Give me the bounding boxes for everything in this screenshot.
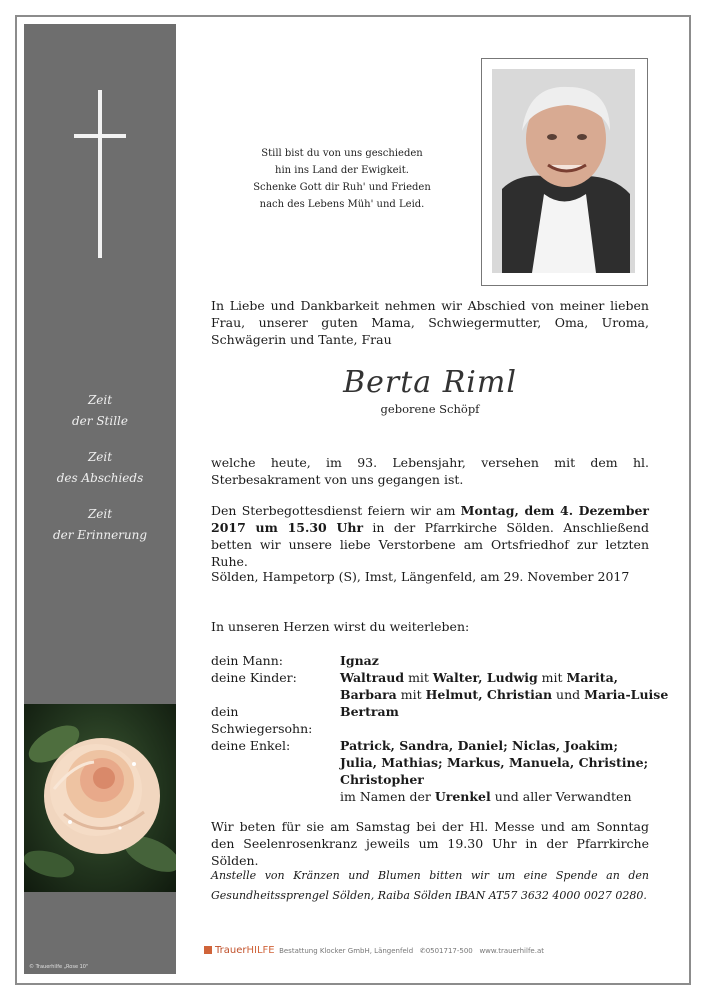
cross-icon-bar xyxy=(74,134,126,138)
funeral-date: Montag, dem 4. Dezember 2017 um 15.30 Uhr xyxy=(211,503,649,535)
family-row xyxy=(211,686,668,703)
zeit-line: der Stille xyxy=(72,414,128,428)
relation-names xyxy=(340,703,668,737)
connector: mit xyxy=(396,687,426,702)
zeit-abschieds xyxy=(24,447,176,489)
relation-label: dein Schwiegersohn: xyxy=(211,704,313,736)
poem-line: Schenke Gott dir Ruh' und Frieden xyxy=(253,182,431,193)
relation-label xyxy=(211,686,340,703)
zeit-line: der Erinnerung xyxy=(52,528,148,542)
poem-line: hin ins Land der Ewigkeit. xyxy=(275,165,409,176)
family-row xyxy=(211,754,668,771)
name-bold: Patrick, Sandra, Daniel; Niclas, Joakim; xyxy=(340,738,619,753)
relation-names xyxy=(340,771,668,788)
zeit-stille xyxy=(24,390,176,432)
family-row xyxy=(211,788,668,805)
connector: und xyxy=(552,687,585,702)
name-bold: Barbara xyxy=(340,687,397,702)
maiden-name: geborene Schöpf xyxy=(380,402,480,416)
footer xyxy=(204,945,544,956)
name-bold: Marita, xyxy=(566,670,619,685)
relation-label xyxy=(211,788,340,805)
poem-line: Still bist du von uns geschieden xyxy=(261,148,423,159)
relation-names xyxy=(340,669,668,686)
funeral-text xyxy=(211,502,649,570)
family-row xyxy=(211,703,668,737)
portrait-icon xyxy=(492,69,635,273)
website-link[interactable]: www.trauerhilfe.at xyxy=(479,947,544,955)
portrait-frame xyxy=(481,58,648,286)
name-bold: Walter, Ludwig xyxy=(432,670,538,685)
name-bold: Helmut, Christian xyxy=(425,687,553,702)
poem-line: nach des Lebens Müh' und Leid. xyxy=(259,199,425,210)
death-text: welche heute, im 93. Lebensjahr, versehen mit dem hl. Sterbesakrament von uns gegangen ist. xyxy=(211,455,649,487)
name-bold: Ignaz xyxy=(340,653,379,668)
relation-label xyxy=(211,771,340,788)
heart-line: In unseren Herzen wirst du weiterleben: xyxy=(211,619,470,634)
zeit-line: Zeit xyxy=(87,450,113,464)
intro-text: In Liebe und Dankbarkeit nehmen wir Abschied von meiner lieben Frau, unserer guten Mama, Schwiegermutter, Oma, Uroma, Schwägerin und Tante, Frau xyxy=(211,298,649,347)
family-row xyxy=(211,669,668,686)
zeit-line: Zeit xyxy=(87,393,113,407)
zeit-line: des Abschieds xyxy=(56,471,144,485)
family-table xyxy=(211,652,668,805)
relation-label: deine Kinder: xyxy=(211,670,297,685)
portrait-photo xyxy=(492,69,635,273)
trauerhilfe-logo-icon xyxy=(204,946,212,954)
relation-names xyxy=(340,652,668,669)
relation-names xyxy=(340,686,668,703)
cross-icon xyxy=(98,90,102,258)
copyright: © Trauerhilfe „Rose 10" xyxy=(29,964,89,970)
connector: und aller Verwandten xyxy=(490,789,632,804)
brand-name: Trauer xyxy=(215,945,247,956)
relation-names xyxy=(340,754,668,771)
zeit-line: Zeit xyxy=(87,507,113,521)
connector: mit xyxy=(537,670,567,685)
connector: mit xyxy=(404,670,433,685)
relation-names xyxy=(340,737,668,754)
relation-label: deine Enkel: xyxy=(211,738,291,753)
donation-text: Anstelle von Kränzen und Blumen bitten wir um eine Spende an den Gesundheitssprengel Sölden, Raiba Sölden IBAN AT57 3632 4000 0027 0280. xyxy=(211,869,649,902)
rose-image xyxy=(24,704,176,892)
brand-name-suffix: HILFE xyxy=(246,945,275,956)
zeit-erinnerung xyxy=(24,504,176,546)
name-bold: Urenkel xyxy=(434,789,491,804)
relation-names xyxy=(340,788,668,805)
funeral-pre: Den Sterbegottesdienst feiern wir am xyxy=(211,503,461,518)
company-name: Bestattung Klocker GmbH, Längenfeld xyxy=(279,947,414,955)
poem xyxy=(232,145,452,213)
relation-label: dein Mann: xyxy=(211,653,283,668)
sidebar xyxy=(24,24,176,974)
name-bold: Waltraud xyxy=(340,670,405,685)
family-row xyxy=(211,771,668,788)
place-date: Sölden, Hampetorp (S), Imst, Längenfeld, am 29. November 2017 xyxy=(211,569,630,584)
connector: im Namen der xyxy=(340,789,435,804)
name-bold: Christopher xyxy=(340,772,424,787)
family-row xyxy=(211,737,668,754)
name-bold: Julia, Mathias; Markus, Manuela, Christine; xyxy=(340,755,649,770)
family-row xyxy=(211,652,668,669)
deceased-name: Berta Riml xyxy=(343,365,517,400)
phone-number: ✆0501717-500 xyxy=(419,947,473,955)
relation-label xyxy=(211,754,340,771)
funeral-post: in der Pfarrkirche Sölden. Anschließend betten wir unsere liebe Verstorbene am Ortsfriedhof zur letzten Ruhe. xyxy=(211,520,649,569)
name-bold: Maria-Luise xyxy=(584,687,669,702)
prayer-text: Wir beten für sie am Samstag bei der Hl. Messe und am Sonntag den Seelenrosenkranz jeweils um 19.30 Uhr in der Pfarrkirche Sölden. xyxy=(211,819,649,868)
name-bold: Bertram xyxy=(340,704,399,719)
rose-icon xyxy=(24,704,176,892)
